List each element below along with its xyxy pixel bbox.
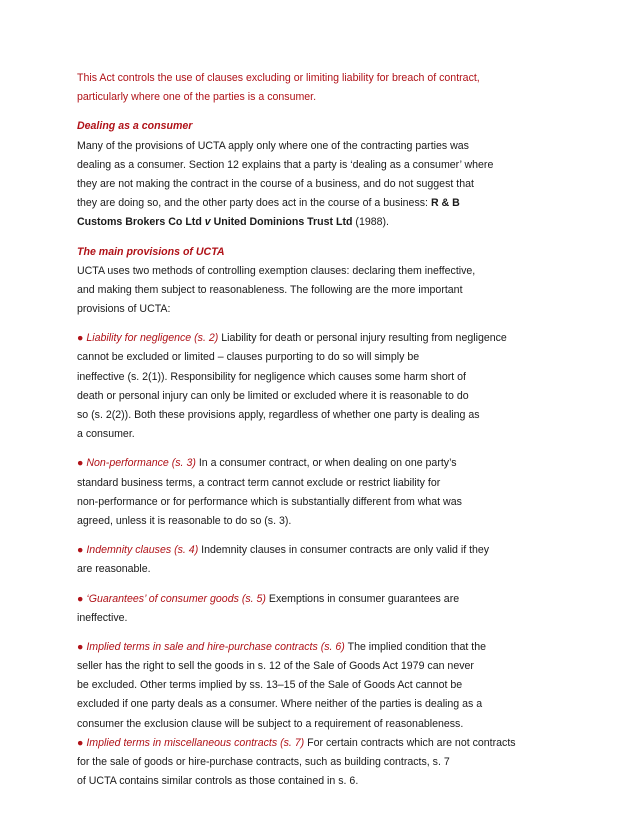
item-implied-sale-line-5: consumer the exclusion clause will be subject to a requirement of reasonableness. <box>77 717 464 730</box>
consumer-line-5 <box>77 213 577 232</box>
consumer-line-2: dealing as a consumer. Section 12 explains that a party is ‘dealing as a consumer’ where <box>77 158 494 171</box>
case-name-start: R & B <box>430 197 460 210</box>
item-nonperformance-line-2: standard business terms, a contract term cannot exclude or restrict liability for <box>77 476 441 489</box>
case-name-part2: United Dominions Trust Ltd <box>210 216 353 229</box>
item-nonperformance-first: In a consumer contract, or when dealing on one party’s <box>195 457 457 470</box>
bullet-icon: ● <box>77 457 84 470</box>
item-implied-sale-line-4: excluded if one party deals as a consumer. Where neither of the parties is dealing as a <box>77 698 483 711</box>
item-negligence-title: Liability for negligence (s. 2) <box>86 332 219 345</box>
item-guarantees-line-1 <box>77 590 577 609</box>
consumer-line-1: Many of the provisions of UCTA apply only where one of the contracting parties was <box>77 139 469 152</box>
consumer-heading: Dealing as a consumer <box>77 120 193 133</box>
item-indemnity-title: Indemnity clauses (s. 4) <box>86 544 199 557</box>
item-indemnity-line-1 <box>77 541 577 560</box>
main-heading: The main provisions of UCTA <box>77 245 225 258</box>
item-implied-misc-line-1 <box>77 734 577 753</box>
item-nonperformance-line-4: agreed, unless it is reasonable to do so (s. 3). <box>77 514 292 527</box>
bullet-icon: ● <box>77 332 84 345</box>
case-name-part1: Customs Brokers Co Ltd <box>77 216 205 229</box>
case-versus: v <box>204 216 211 229</box>
item-implied-sale-line-3: be excluded. Other terms implied by ss. 13–15 of the Sale of Goods Act cannot be <box>77 679 463 692</box>
document-page <box>77 69 577 791</box>
item-implied-sale-title: Implied terms in sale and hire-purchase contracts (s. 6) <box>86 640 345 653</box>
item-implied-sale-line-1 <box>77 638 577 657</box>
item-implied-misc-first: For certain contracts which are not contracts <box>304 736 516 749</box>
item-negligence-line-3: ineffective (s. 2(1)). Responsibility for negligence which causes some harm short of <box>77 370 467 383</box>
item-negligence-line-5: so (s. 2(2)). Both these provisions apply, regardless of whether one party is dealing as <box>77 409 480 421</box>
main-line-1: UCTA uses two methods of controlling exemption clauses: declaring them ineffective, <box>77 264 476 277</box>
bullet-icon: ● <box>77 640 84 653</box>
case-year: (1988). <box>352 216 389 229</box>
intro-line-1: This Act controls the use of clauses excluding or limiting liability for breach of contract, <box>77 72 480 84</box>
main-line-3: provisions of UCTA: <box>77 303 171 316</box>
item-indemnity-line-2: are reasonable. <box>77 563 151 576</box>
item-negligence-line-6: a consumer. <box>77 428 135 441</box>
main-line-2: and making them subject to reasonableness. The following are the more important <box>77 283 463 296</box>
item-implied-sale-line-2: seller has the right to sell the goods in s. 12 of the Sale of Goods Act 1979 can never <box>77 660 474 673</box>
item-guarantees-line-2: ineffective. <box>77 611 128 624</box>
consumer-line-3: they are not making the contract in the course of a business, and do not suggest that <box>77 177 474 190</box>
item-guarantees-title: ‘Guarantees’ of consumer goods (s. 5) <box>86 592 266 605</box>
item-nonperformance-line-1 <box>77 454 577 473</box>
intro-line-2: particularly where one of the parties is a consumer. <box>77 91 317 104</box>
item-negligence-line-1 <box>77 329 577 348</box>
item-implied-misc-line-3: of UCTA contains similar controls as those contained in s. 6. <box>77 775 359 788</box>
item-nonperformance-title: Non-performance (s. 3) <box>86 457 196 470</box>
item-implied-misc-title: Implied terms in miscellaneous contracts (s. 7) <box>86 736 305 749</box>
bullet-icon: ● <box>77 736 84 749</box>
item-indemnity-first: Indemnity clauses in consumer contracts are only valid if they <box>198 544 490 557</box>
item-negligence-line-4: death or personal injury can only be limited or excluded where it is reasonable to do <box>77 389 469 402</box>
item-nonperformance-line-3: non-performance or for performance which is substantially different from what was <box>77 495 462 508</box>
item-negligence-first: Liability for death or personal injury resulting from negligence <box>218 332 507 345</box>
bullet-icon: ● <box>77 592 84 605</box>
item-implied-sale-first: The implied condition that the <box>344 640 486 653</box>
consumer-line-4-text: they are doing so, and the other party does act in the course of a business: <box>77 197 431 210</box>
item-implied-misc-line-2: for the sale of goods or hire-purchase contracts, such as building contracts, s. 7 <box>77 756 450 768</box>
item-guarantees-first: Exemptions in consumer guarantees are <box>265 592 460 605</box>
consumer-line-4 <box>77 194 577 213</box>
item-negligence-line-2: cannot be excluded or limited – clauses purporting to do so will simply be <box>77 351 420 364</box>
bullet-icon: ● <box>77 544 84 557</box>
